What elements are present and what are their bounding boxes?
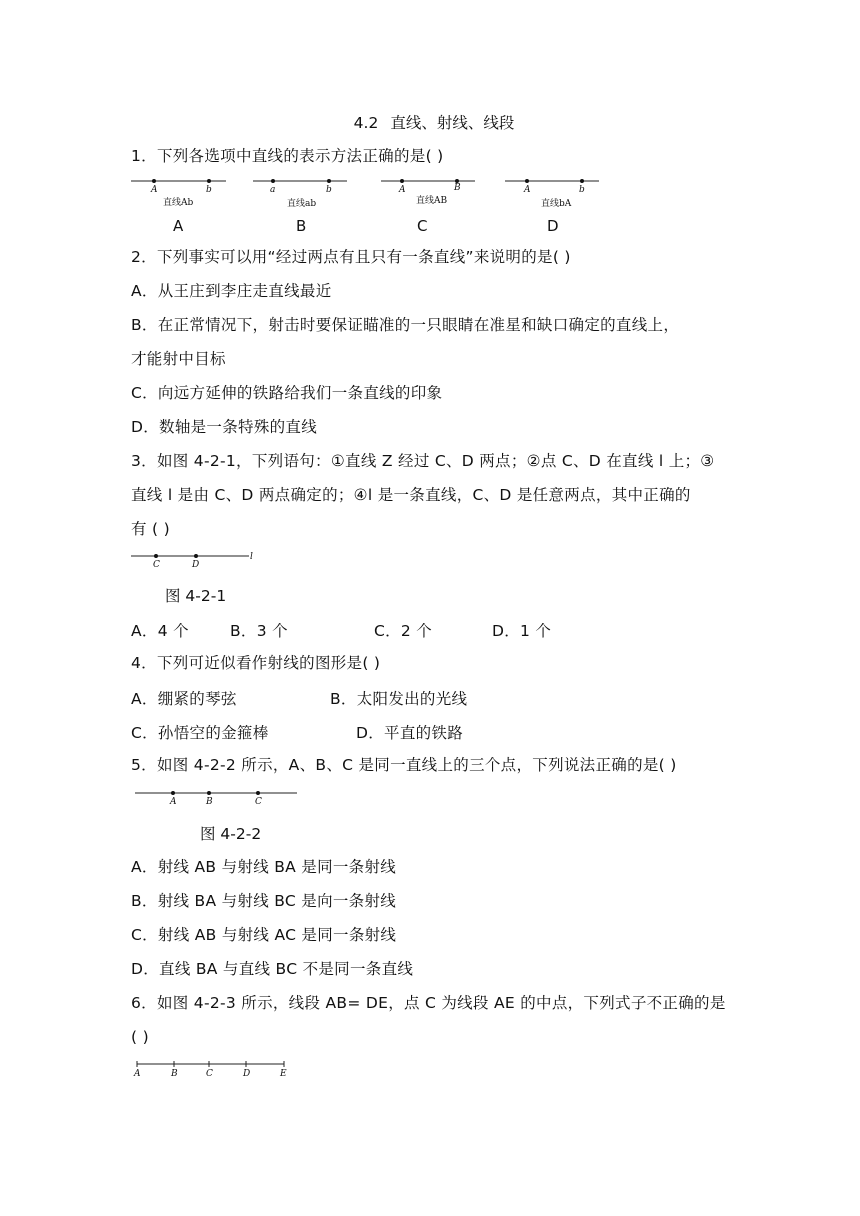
q4-option-c: C．孙悟空的金箍棒 xyxy=(131,724,269,742)
q1a-caption: 直线Ab xyxy=(163,198,194,208)
q2-stem: 2．下列事实可以用“经过两点有且只有一条直线”来说明的是( ) xyxy=(131,248,571,266)
q1b-point-2: b xyxy=(326,185,332,195)
q3-point-c: C xyxy=(153,560,160,570)
q2-option-b-line1: B．在正常情况下，射击时要保证瞄准的一只眼睛在准星和缺口确定的直线上， xyxy=(131,316,680,334)
q1-figure-b xyxy=(253,174,353,214)
q1-figure-a xyxy=(131,174,231,214)
q4-option-d: D．平直的铁路 xyxy=(356,724,464,742)
q1b-caption: 直线ab xyxy=(287,199,317,209)
q2-option-c: C．向远方延伸的铁路给我们一条直线的印象 xyxy=(131,384,443,402)
q4-stem: 4．下列可近似看作射线的图形是( ) xyxy=(131,654,381,672)
q1a-point-1: A xyxy=(151,185,158,195)
q5-figure xyxy=(135,786,305,808)
section-title xyxy=(0,111,860,133)
q3-figure xyxy=(131,549,261,571)
q3-option-d: D．1 个 xyxy=(492,622,552,640)
q6-point-c: C xyxy=(206,1069,213,1079)
q5-point-c: C xyxy=(255,797,262,807)
q6-point-b: B xyxy=(171,1069,178,1079)
q5-option-a: A．射线 AB 与射线 BA 是同一条射线 xyxy=(131,858,397,876)
q1d-caption: 直线bA xyxy=(541,199,572,209)
q6-point-a: A xyxy=(134,1069,141,1079)
q6-stem-line2: ( ) xyxy=(131,1028,149,1046)
q3-stem-line3: 有 ( ) xyxy=(131,520,170,538)
q1b-point-1: a xyxy=(270,185,276,195)
q3-line-label: l xyxy=(250,552,253,562)
q2-option-a: A．从王庄到李庄走直线最近 xyxy=(131,282,332,300)
q2-option-d: D．数轴是一条特殊的直线 xyxy=(131,418,318,436)
q3-option-c: C．2 个 xyxy=(374,622,433,640)
q1-stem: 1．下列各选项中直线的表示方法正确的是( ) xyxy=(131,147,444,165)
q3-option-a: A．4 个 xyxy=(131,622,189,640)
q1c-point-1: A xyxy=(399,185,406,195)
q1-option-b-letter: B xyxy=(296,217,307,235)
section-heading: 直线、射线、线段 xyxy=(390,114,515,132)
q6-figure xyxy=(133,1058,293,1080)
q3-figure-caption: 图 4-2-1 xyxy=(165,587,227,605)
q1-option-c-letter: C xyxy=(417,217,428,235)
q1-option-a-letter: A xyxy=(173,217,184,235)
q6-point-d: D xyxy=(243,1069,251,1079)
q5-stem: 5．如图 4-2-2 所示，A、B、C 是同一直线上的三个点，下列说法正确的是( ) xyxy=(131,756,677,774)
q5-point-a: A xyxy=(170,797,177,807)
q4-option-b: B．太阳发出的光线 xyxy=(330,690,468,708)
q5-point-b: B xyxy=(206,797,213,807)
q1d-point-1: A xyxy=(524,185,531,195)
q3-stem-line1: 3．如图 4-2-1，下列语句：①直线 Z 经过 C、D 两点；②点 C、D 在直线 l 上；③ xyxy=(131,452,715,470)
q2-option-b-line2: 才能射中目标 xyxy=(131,350,226,368)
q5-option-c: C．射线 AB 与射线 AC 是同一条射线 xyxy=(131,926,397,944)
q3-option-b: B．3 个 xyxy=(230,622,288,640)
q1c-point-2: B xyxy=(454,183,461,193)
q6-stem-line1: 6．如图 4-2-3 所示，线段 AB= DE，点 C 为线段 AE 的中点，下列式子不正确的是 xyxy=(131,994,726,1012)
q1c-caption: 直线AB xyxy=(416,196,448,206)
q3-point-d: D xyxy=(192,560,200,570)
q1a-point-2: b xyxy=(206,185,212,195)
section-number: 4.2 xyxy=(353,114,379,132)
q1-figure-c xyxy=(381,174,481,214)
q5-figure-caption: 图 4-2-2 xyxy=(200,825,262,843)
q1d-point-2: b xyxy=(579,185,585,195)
q5-option-d: D．直线 BA 与直线 BC 不是同一条直线 xyxy=(131,960,414,978)
q5-option-b: B．射线 BA 与射线 BC 是向一条射线 xyxy=(131,892,397,910)
q6-point-e: E xyxy=(280,1069,287,1079)
q3-stem-line2: 直线 l 是由 C、D 两点确定的；④l 是一条直线，C、D 是任意两点，其中正确的 xyxy=(131,486,691,504)
q4-option-a: A．绷紧的琴弦 xyxy=(131,690,237,708)
q1-option-d-letter: D xyxy=(547,217,559,235)
q1-figure-d xyxy=(505,174,605,214)
